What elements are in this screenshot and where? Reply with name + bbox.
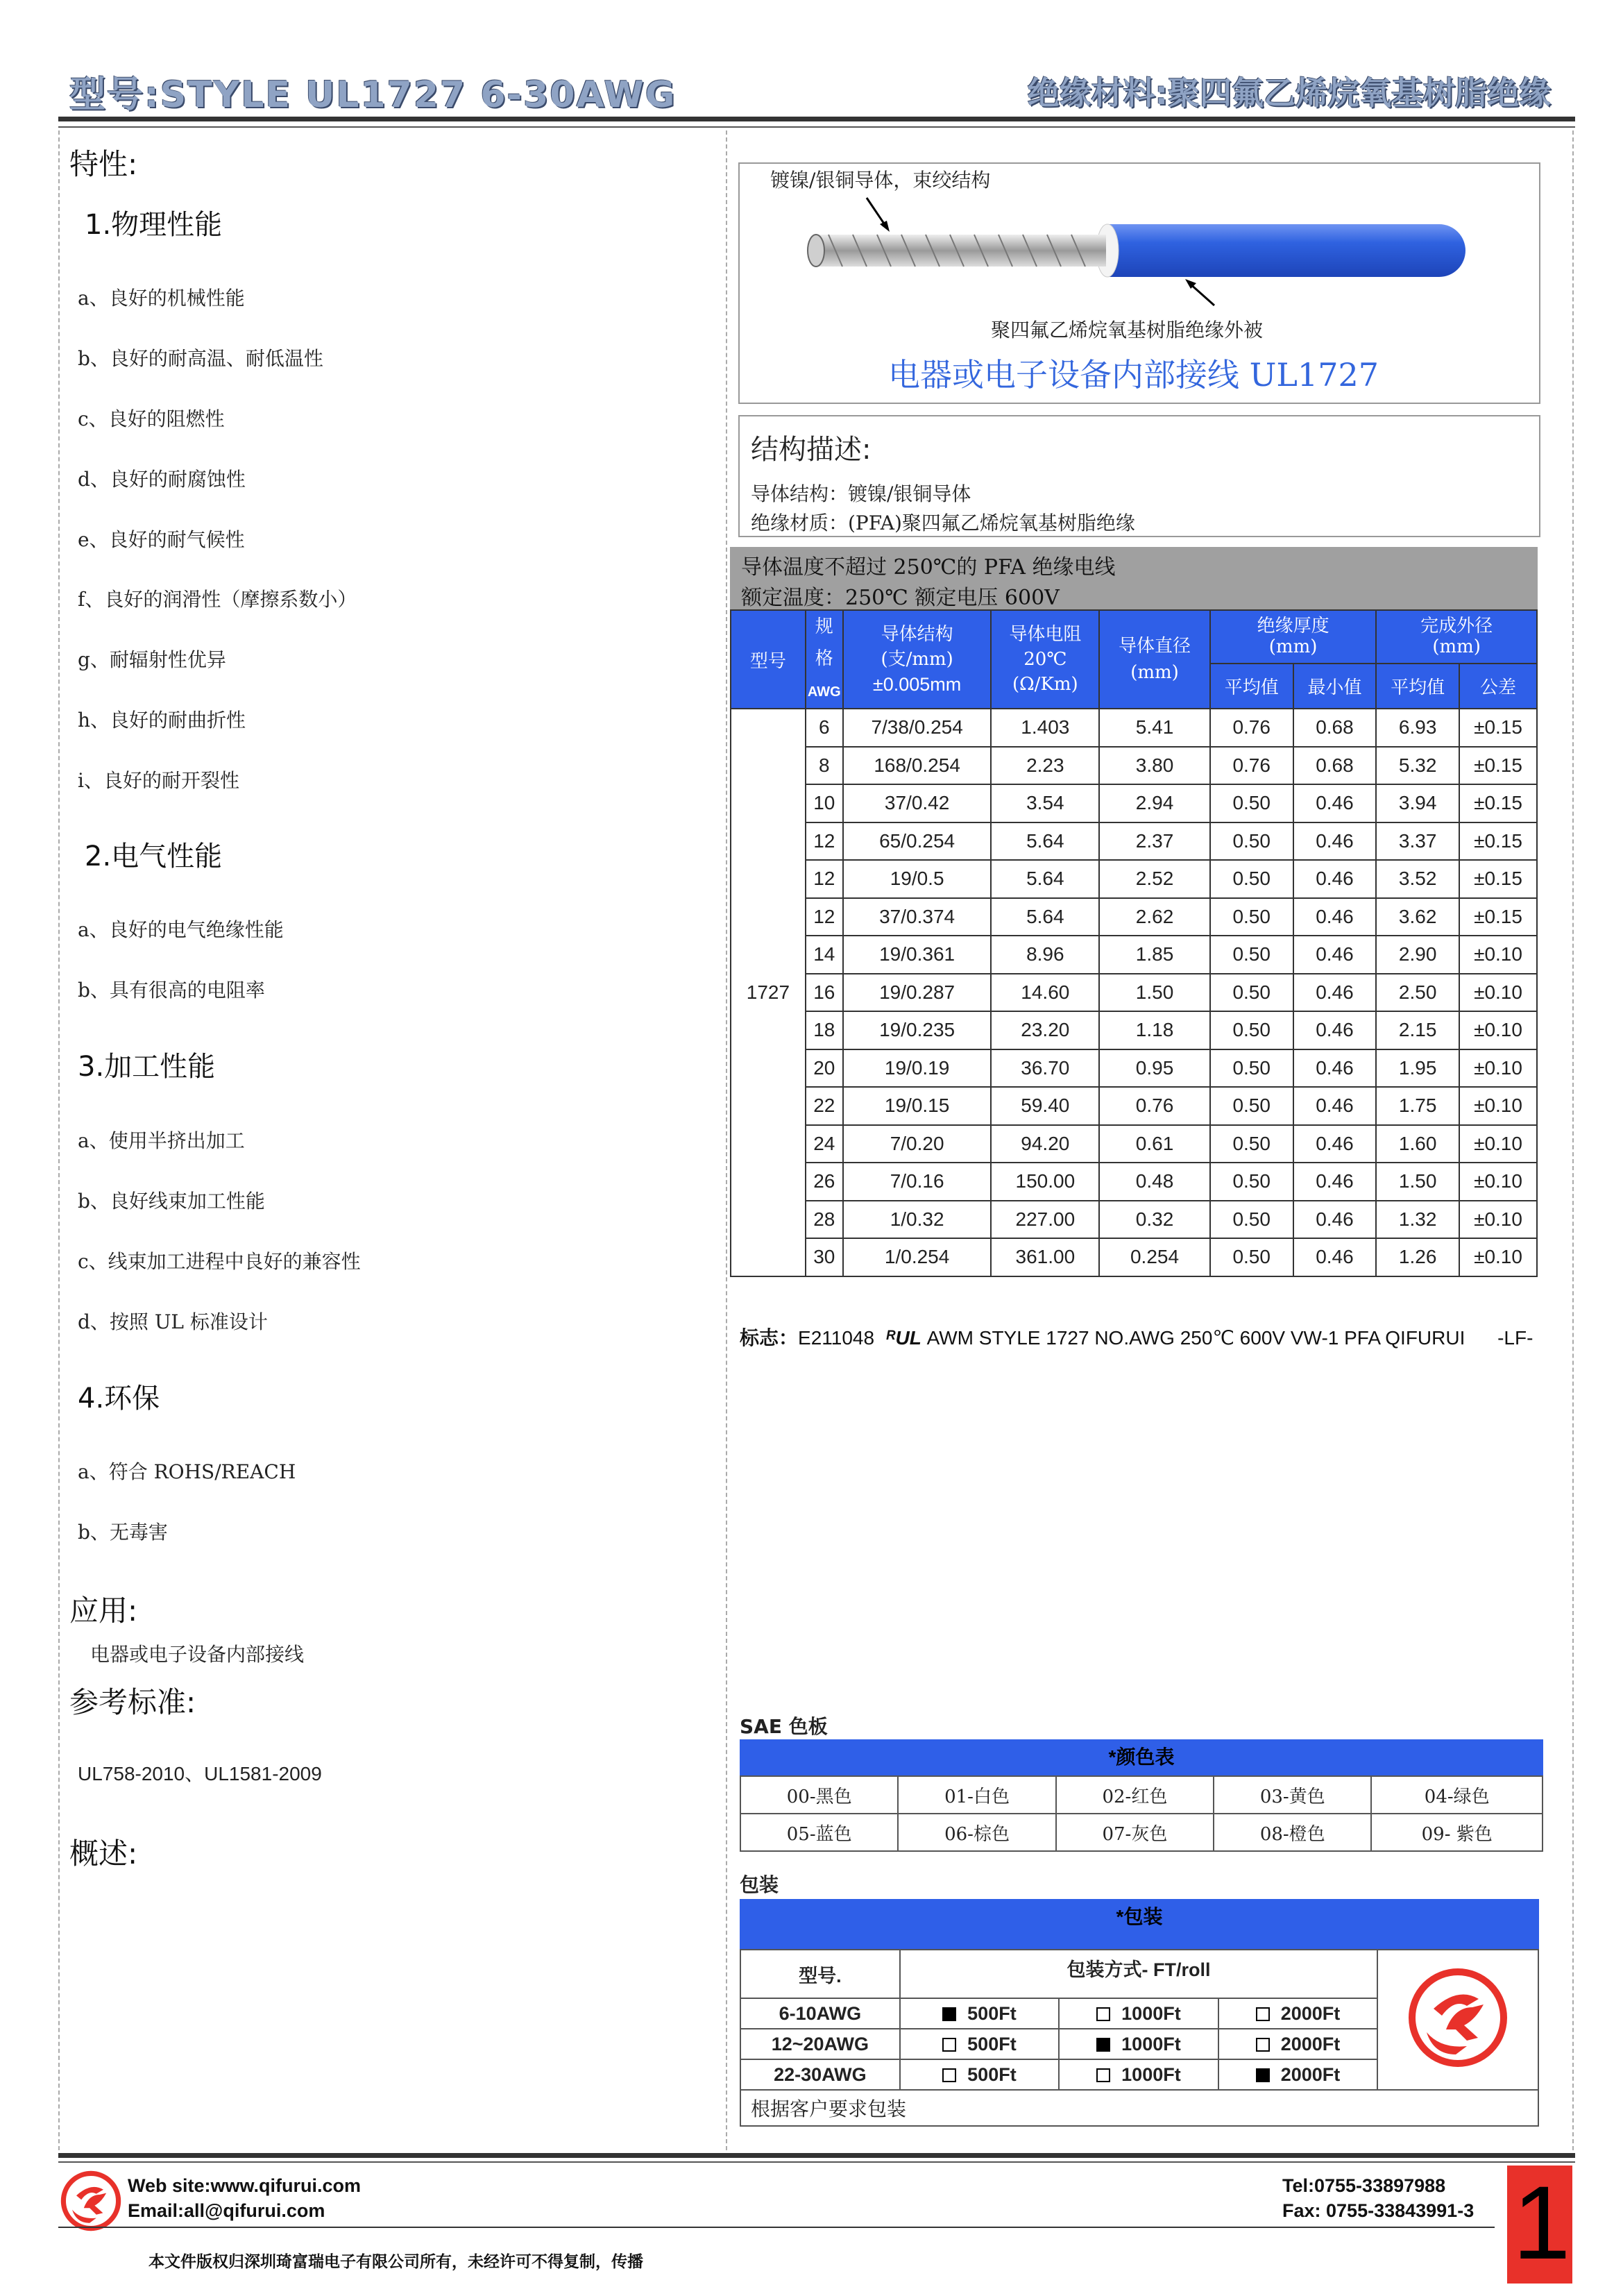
packaging-table [740, 1949, 1539, 2127]
feature-item: e、良好的耐气候性 [78, 528, 245, 551]
packaging-option[interactable]: 1000Ft [1059, 2029, 1218, 2059]
packaging-option[interactable]: 500Ft [900, 2029, 1059, 2059]
spec-cell: 19/0.15 [843, 1087, 992, 1125]
spec-cell: 12 [806, 822, 843, 861]
packaging-heading: 包装 [740, 1873, 779, 1896]
diagram-caption: 电器或电子设备内部接线 UL1727 [888, 356, 1379, 394]
spec-cell: 1/0.32 [843, 1201, 992, 1239]
color-cell: 08-橙色 [1214, 1814, 1371, 1851]
spec-cell: ±0.10 [1459, 974, 1537, 1012]
spec-cell: 2.37 [1099, 822, 1210, 861]
feature-item: h、良好的耐曲折性 [78, 709, 246, 732]
fax: Fax: 0755-33843991-3 [1282, 2200, 1475, 2221]
feature-item: b、具有很高的电阻率 [78, 979, 265, 1002]
spec-cell: 19/0.361 [843, 936, 992, 974]
spec-cell: 0.254 [1099, 1238, 1210, 1276]
spec-cell: 0.46 [1293, 936, 1377, 974]
spec-cell: 2.23 [991, 747, 1099, 785]
packaging-option[interactable]: 1000Ft [1059, 2059, 1218, 2090]
spec-cell: 0.46 [1293, 822, 1377, 861]
color-cell: 01-白色 [898, 1776, 1055, 1814]
spec-cell: 5.41 [1099, 709, 1210, 747]
spec-cell: 2.90 [1376, 936, 1459, 974]
packaging-option[interactable]: 2000Ft [1218, 2029, 1378, 2059]
section-title-electrical: 2.电气性能 [85, 841, 223, 872]
spec-cell: 37/0.374 [843, 898, 992, 936]
spec-cell: ±0.10 [1459, 1049, 1537, 1088]
spec-row [731, 1011, 1537, 1049]
packaging-note: 根据客户要求包装 [740, 2090, 1538, 2126]
logo-cell [1377, 1950, 1538, 2090]
spec-cell: 2.15 [1376, 1011, 1459, 1049]
spec-cell: 0.46 [1293, 1201, 1377, 1239]
header-insul-min: 最小值 [1293, 664, 1377, 709]
footer-rule-thin [58, 2161, 1575, 2163]
color-cell: 05-蓝色 [740, 1814, 898, 1851]
spec-row [731, 1238, 1537, 1276]
spec-cell: 12 [806, 898, 843, 936]
spec-cell: 1.32 [1376, 1201, 1459, 1239]
packaging-option[interactable]: 2000Ft [1218, 2059, 1378, 2090]
spec-cell: ±0.15 [1459, 747, 1537, 785]
spec-row [731, 974, 1537, 1012]
spec-cell: 0.76 [1099, 1087, 1210, 1125]
spec-cell: 1.85 [1099, 936, 1210, 974]
footer-rule [58, 2153, 1575, 2158]
conductor-strands [815, 235, 1106, 267]
spec-cell: 1/0.254 [843, 1238, 992, 1276]
ul-logo-icon: ᴿUL [885, 1327, 921, 1349]
spec-cell: 0.46 [1293, 1049, 1377, 1088]
spec-row [731, 898, 1537, 936]
spec-cell: 0.50 [1210, 1011, 1293, 1049]
header-gauge: 规格 AWG [806, 610, 843, 709]
feature-item: c、线束加工进程中良好的兼容性 [78, 1250, 361, 1273]
spec-cell: 0.46 [1293, 1238, 1377, 1276]
header-rule-thin [58, 126, 1575, 128]
marking-code: E211048 [798, 1327, 875, 1349]
spec-cell: 3.54 [991, 784, 1099, 822]
company-logo-icon [1406, 1966, 1510, 2070]
checkbox-icon[interactable] [1256, 2007, 1270, 2021]
spec-cell: 0.50 [1210, 1238, 1293, 1276]
spec-cell: 0.50 [1210, 898, 1293, 936]
spec-cell: 12 [806, 860, 843, 898]
spec-cell: ±0.10 [1459, 1201, 1537, 1239]
checkbox-icon[interactable] [942, 2068, 956, 2082]
column-divider [726, 130, 727, 2150]
spec-model-cell: 1727 [731, 709, 806, 1276]
spec-cell: 2.52 [1099, 860, 1210, 898]
website-link[interactable]: Web site:www.qifurui.com [128, 2175, 362, 2196]
checkbox-icon[interactable] [1256, 2038, 1270, 2052]
document-model-title: 型号:STYLE UL1727 6-30AWG [69, 74, 677, 116]
insulation-jacket [1106, 224, 1465, 277]
packaging-option[interactable]: 500Ft [900, 1998, 1059, 2029]
packaging-row-model: 6-10AWG [740, 1998, 900, 2029]
telephone: Tel:0755-33897988 [1282, 2175, 1446, 2196]
feature-item: g、耐辐射性优异 [78, 648, 226, 671]
application-heading: 应用: [69, 1594, 138, 1628]
marking-suffix: -LF- [1497, 1327, 1533, 1349]
section-title-processing: 3.加工性能 [78, 1051, 216, 1083]
spec-note-rating: 额定温度：250℃ 额定电压 600V [741, 586, 1060, 610]
spec-cell: 14.60 [991, 974, 1099, 1012]
header-outer-diameter: 完成外径 (mm) [1376, 610, 1537, 664]
insulation-material-title: 绝缘材料:聚四氟乙烯烷氧基树脂绝缘 [1027, 74, 1551, 112]
structure-insulation: 绝缘材质：(PFA)聚四氟乙烯烷氧基树脂绝缘 [751, 512, 1135, 534]
feature-item: d、按照 UL 标准设计 [78, 1310, 268, 1333]
spec-cell: 150.00 [991, 1163, 1099, 1201]
spec-row [731, 1087, 1537, 1125]
spec-cell: ±0.10 [1459, 936, 1537, 974]
header-insulation: 绝缘厚度 (mm) [1210, 610, 1376, 664]
spec-row [731, 709, 1537, 747]
spec-cell: 1.26 [1376, 1238, 1459, 1276]
spec-note-temp: 导体温度不超过 250℃的 PFA 绝缘电线 [741, 555, 1116, 580]
spec-cell: 28 [806, 1201, 843, 1239]
spec-cell: 1.95 [1376, 1049, 1459, 1088]
spec-cell: 24 [806, 1125, 843, 1163]
spec-cell: 8.96 [991, 936, 1099, 974]
spec-cell: ±0.15 [1459, 822, 1537, 861]
standard-text: UL758-2010、UL1581-2009 [78, 1763, 322, 1784]
color-cell: 03-黄色 [1214, 1776, 1371, 1814]
header-resistance: 导体电阻 20℃ (Ω/Km) [991, 610, 1099, 709]
spec-cell: 0.46 [1293, 1163, 1377, 1201]
spec-row [731, 1163, 1537, 1201]
spec-cell: 0.50 [1210, 822, 1293, 861]
spec-cell: 7/38/0.254 [843, 709, 992, 747]
header-rule [58, 117, 1575, 121]
spec-cell: 6 [806, 709, 843, 747]
spec-cell: 18 [806, 1011, 843, 1049]
spec-cell: 3.94 [1376, 784, 1459, 822]
packaging-row-model: 12~20AWG [740, 2029, 900, 2059]
spec-cell: 5.64 [991, 860, 1099, 898]
feature-item: b、良好线束加工性能 [78, 1190, 265, 1213]
checkbox-checked-icon[interactable] [1096, 2038, 1110, 2052]
spec-cell: 1.403 [991, 709, 1099, 747]
spec-cell: ±0.15 [1459, 898, 1537, 936]
feature-item: i、良好的耐开裂性 [78, 769, 239, 792]
spec-cell: ±0.10 [1459, 1163, 1537, 1201]
spec-cell: 2.62 [1099, 898, 1210, 936]
spec-cell: 8 [806, 747, 843, 785]
cable-illustration [738, 187, 1538, 326]
checkbox-checked-icon[interactable] [942, 2007, 956, 2021]
spec-cell: 0.50 [1210, 1201, 1293, 1239]
spec-cell: 2.50 [1376, 974, 1459, 1012]
feature-item: c、良好的阻燃性 [78, 407, 225, 430]
spec-cell: 59.40 [991, 1087, 1099, 1125]
spec-row [731, 860, 1537, 898]
spec-cell: 7/0.20 [843, 1125, 992, 1163]
feature-item: f、良好的润滑性（摩擦系数小） [78, 588, 357, 611]
page-number: 1 [1513, 2164, 1571, 2281]
header-insul-avg: 平均值 [1210, 664, 1293, 709]
feature-item: a、良好的机械性能 [78, 287, 245, 310]
spec-cell: 65/0.254 [843, 822, 992, 861]
spec-cell: 0.76 [1210, 709, 1293, 747]
spec-cell: 19/0.5 [843, 860, 992, 898]
spec-cell: 0.48 [1099, 1163, 1210, 1201]
left-border [58, 130, 60, 2150]
header-od-tol: 公差 [1459, 664, 1537, 709]
packaging-row-model: 22-30AWG [740, 2059, 900, 2090]
header-od-avg: 平均值 [1376, 664, 1459, 709]
marking-label: 标志： [740, 1326, 799, 1349]
spec-cell: 3.80 [1099, 747, 1210, 785]
feature-item: a、良好的电气绝缘性能 [78, 918, 284, 941]
spec-cell: 0.95 [1099, 1049, 1210, 1088]
spec-cell: 0.46 [1293, 898, 1377, 936]
spec-cell: 1.60 [1376, 1125, 1459, 1163]
spec-cell: 3.37 [1376, 822, 1459, 861]
overview-heading: 概述: [69, 1837, 138, 1871]
spec-row [731, 1049, 1537, 1088]
section-title-physical: 1.物理性能 [85, 209, 223, 241]
spec-cell: 0.50 [1210, 936, 1293, 974]
spec-cell: ±0.10 [1459, 1238, 1537, 1276]
spec-row [731, 822, 1537, 861]
spec-cell: 10 [806, 784, 843, 822]
spec-cell: 0.61 [1099, 1125, 1210, 1163]
copyright-notice: 本文件版权归深圳琦富瑞电子有限公司所有，未经许可不得复制，传播 [148, 2253, 643, 2271]
spec-cell: 0.68 [1293, 747, 1377, 785]
spec-row [731, 1201, 1537, 1239]
spec-cell: 2.94 [1099, 784, 1210, 822]
packaging-option[interactable]: 1000Ft [1059, 1998, 1218, 2029]
application-text: 电器或电子设备内部接线 [90, 1643, 305, 1666]
email-link[interactable]: Email:all@qifurui.com [128, 2200, 325, 2221]
product-marking [740, 1323, 1533, 1351]
footer-logo-icon [60, 2170, 122, 2232]
spec-table [730, 609, 1538, 1277]
structure-heading: 结构描述: [751, 434, 872, 466]
spec-cell: 23.20 [991, 1011, 1099, 1049]
header-conductor: 导体结构 (支/mm) ±0.005mm [843, 610, 992, 709]
color-cell: 07-灰色 [1056, 1814, 1214, 1851]
spec-row [731, 936, 1537, 974]
spec-cell: 1.50 [1376, 1163, 1459, 1201]
spec-cell: 26 [806, 1163, 843, 1201]
spec-cell: 5.64 [991, 822, 1099, 861]
color-cell: 06-棕色 [898, 1814, 1055, 1851]
header-model: 型号 [731, 610, 806, 709]
spec-cell: 227.00 [991, 1201, 1099, 1239]
sae-heading: SAE 色板 [740, 1715, 828, 1738]
color-table-title: *颜色表 [740, 1739, 1543, 1775]
spec-cell: 94.20 [991, 1125, 1099, 1163]
color-table [740, 1775, 1543, 1852]
spec-cell: ±0.10 [1459, 1011, 1537, 1049]
spec-cell: ±0.15 [1459, 784, 1537, 822]
packaging-option[interactable]: 500Ft [900, 2059, 1059, 2090]
packaging-table-title: *包装 [740, 1899, 1539, 1949]
color-cell: 09- 紫色 [1371, 1814, 1543, 1851]
color-cell: 04-绿色 [1371, 1776, 1543, 1814]
feature-item: b、良好的耐高温、耐低温性 [78, 347, 323, 370]
spec-cell: 3.52 [1376, 860, 1459, 898]
spec-cell: 0.50 [1210, 860, 1293, 898]
spec-cell: 0.46 [1293, 974, 1377, 1012]
spec-cell: 0.76 [1210, 747, 1293, 785]
checkbox-icon[interactable] [942, 2038, 956, 2052]
color-cell: 00-黑色 [740, 1776, 898, 1814]
spec-cell: 16 [806, 974, 843, 1012]
spec-cell: 0.46 [1293, 1011, 1377, 1049]
feature-item: a、使用半挤出加工 [78, 1129, 245, 1152]
spec-cell: 0.46 [1293, 784, 1377, 822]
header-diameter: 导体直径 (mm) [1099, 610, 1210, 709]
spec-cell: 19/0.235 [843, 1011, 992, 1049]
footer-line [58, 2227, 1495, 2228]
spec-cell: 1.75 [1376, 1087, 1459, 1125]
color-cell: 02-红色 [1056, 1776, 1214, 1814]
spec-row [731, 1125, 1537, 1163]
spec-cell: 0.50 [1210, 1049, 1293, 1088]
feature-item: b、无毒害 [78, 1521, 168, 1544]
feature-item: d、良好的耐腐蚀性 [78, 468, 246, 491]
spec-cell: 1.18 [1099, 1011, 1210, 1049]
standard-heading: 参考标准: [69, 1685, 196, 1719]
feature-item: a、符合 ROHS/REACH [78, 1460, 296, 1483]
spec-cell: 14 [806, 936, 843, 974]
spec-row [731, 747, 1537, 785]
spec-cell: 22 [806, 1087, 843, 1125]
spec-cell: 0.50 [1210, 1087, 1293, 1125]
spec-cell: 30 [806, 1238, 843, 1276]
spec-cell: 0.46 [1293, 1125, 1377, 1163]
spec-cell: 0.46 [1293, 1087, 1377, 1125]
spec-cell: 0.50 [1210, 1125, 1293, 1163]
features-heading: 特性: [69, 147, 138, 181]
spec-cell: 3.62 [1376, 898, 1459, 936]
spec-cell: 5.64 [991, 898, 1099, 936]
spec-cell: 0.32 [1099, 1201, 1210, 1239]
spec-cell: 19/0.287 [843, 974, 992, 1012]
marking-text: AWM STYLE 1727 NO.AWG 250℃ 600V VW-1 PFA QIFURUI [926, 1327, 1465, 1349]
spec-cell: 37/0.42 [843, 784, 992, 822]
spec-cell: ±0.10 [1459, 1125, 1537, 1163]
right-border [1572, 130, 1574, 2150]
spec-cell: 19/0.19 [843, 1049, 992, 1088]
checkbox-icon[interactable] [1096, 2007, 1110, 2021]
conductor-label: 镀镍/银铜导体，束绞结构 [770, 169, 991, 192]
spec-cell: ±0.15 [1459, 860, 1537, 898]
spec-cell: 0.50 [1210, 1163, 1293, 1201]
spec-cell: 36.70 [991, 1049, 1099, 1088]
spec-row [731, 784, 1537, 822]
spec-cell: 5.32 [1376, 747, 1459, 785]
packaging-option[interactable]: 2000Ft [1218, 1998, 1378, 2029]
packaging-col-method: 包装方式- FT/roll [900, 1950, 1378, 1998]
spec-cell: 0.68 [1293, 709, 1377, 747]
spec-cell: 0.46 [1293, 860, 1377, 898]
spec-cell: 361.00 [991, 1238, 1099, 1276]
spec-cell: 168/0.254 [843, 747, 992, 785]
checkbox-checked-icon[interactable] [1256, 2068, 1270, 2082]
packaging-col-model: 型号. [740, 1950, 900, 1998]
spec-cell: 20 [806, 1049, 843, 1088]
spec-cell: 0.50 [1210, 974, 1293, 1012]
spec-cell: 7/0.16 [843, 1163, 992, 1201]
section-title-environmental: 4.环保 [78, 1383, 160, 1415]
checkbox-icon[interactable] [1096, 2068, 1110, 2082]
insulation-label: 聚四氟乙烯烷氧基树脂绝缘外被 [991, 319, 1264, 341]
structure-conductor: 导体结构：镀镍/银铜导体 [751, 482, 971, 505]
spec-cell: 1.50 [1099, 974, 1210, 1012]
spec-cell: ±0.10 [1459, 1087, 1537, 1125]
spec-cell: 0.50 [1210, 784, 1293, 822]
spec-cell: 6.93 [1376, 709, 1459, 747]
spec-cell: ±0.15 [1459, 709, 1537, 747]
